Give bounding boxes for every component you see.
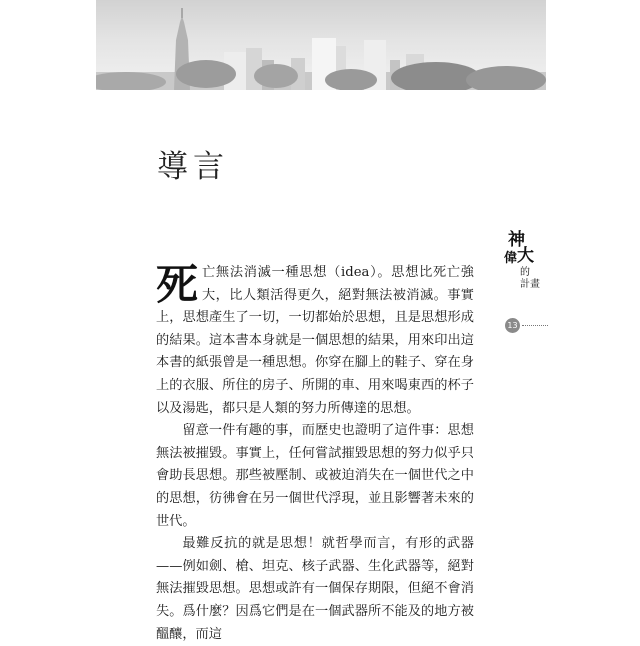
- running-head-char: 偉: [504, 251, 518, 266]
- running-head-char: 計畫: [520, 279, 540, 290]
- header-city-skyline-photo: [96, 0, 546, 90]
- paragraph-3: 最難反抗的就是思想！就哲學而言，有形的武器——例如劍、槍、坦克、核子武器、生化武器等，絕對無法摧毀思想。思想或許有一個保存期限，但絕不會消失。爲什麼？因爲它們是在一個武器所不能及的地方被醞釀，而這: [156, 536, 474, 642]
- paragraph-1-text: 亡無法消滅一種思想（idea）。思想比死亡強大，比人類活得更久，絕對無法被消滅。事實上，思想產生了一切，一切都始於思想，且是思想形成的結果。這本書本身就是一個思想的結果，用來印出這本書的紙張曾是一種思想。你穿在腳上的鞋子、穿在身上的衣服、所住的房子、所開的車、用來喝東西的杯子以及湯匙，都只是人類的努力所傳達的思想。: [156, 265, 474, 416]
- skyline-illustration: [96, 0, 546, 90]
- running-head-char: 的: [520, 267, 530, 278]
- body-text: [156, 262, 474, 646]
- drop-cap: 死: [156, 260, 199, 309]
- page-number-leader-dots: [522, 325, 548, 326]
- page-number-badge: 13: [505, 318, 520, 333]
- paragraph-1: [156, 262, 474, 420]
- running-head-char: 大: [517, 246, 534, 266]
- paragraph-2: 留意一件有趣的事，而歷史也證明了這件事：思想無法被摧毀。事實上，任何嘗試摧毀思想的努力似乎只會助長思想。那些被壓制、或被迫消失在一個世代之中的思想，彷彿會在另一個世代浮現，並且影響著未來的世代。: [156, 423, 474, 529]
- chapter-title: 導言: [157, 149, 229, 185]
- running-head-tab: [500, 228, 548, 298]
- running-head-char: 神: [508, 230, 525, 250]
